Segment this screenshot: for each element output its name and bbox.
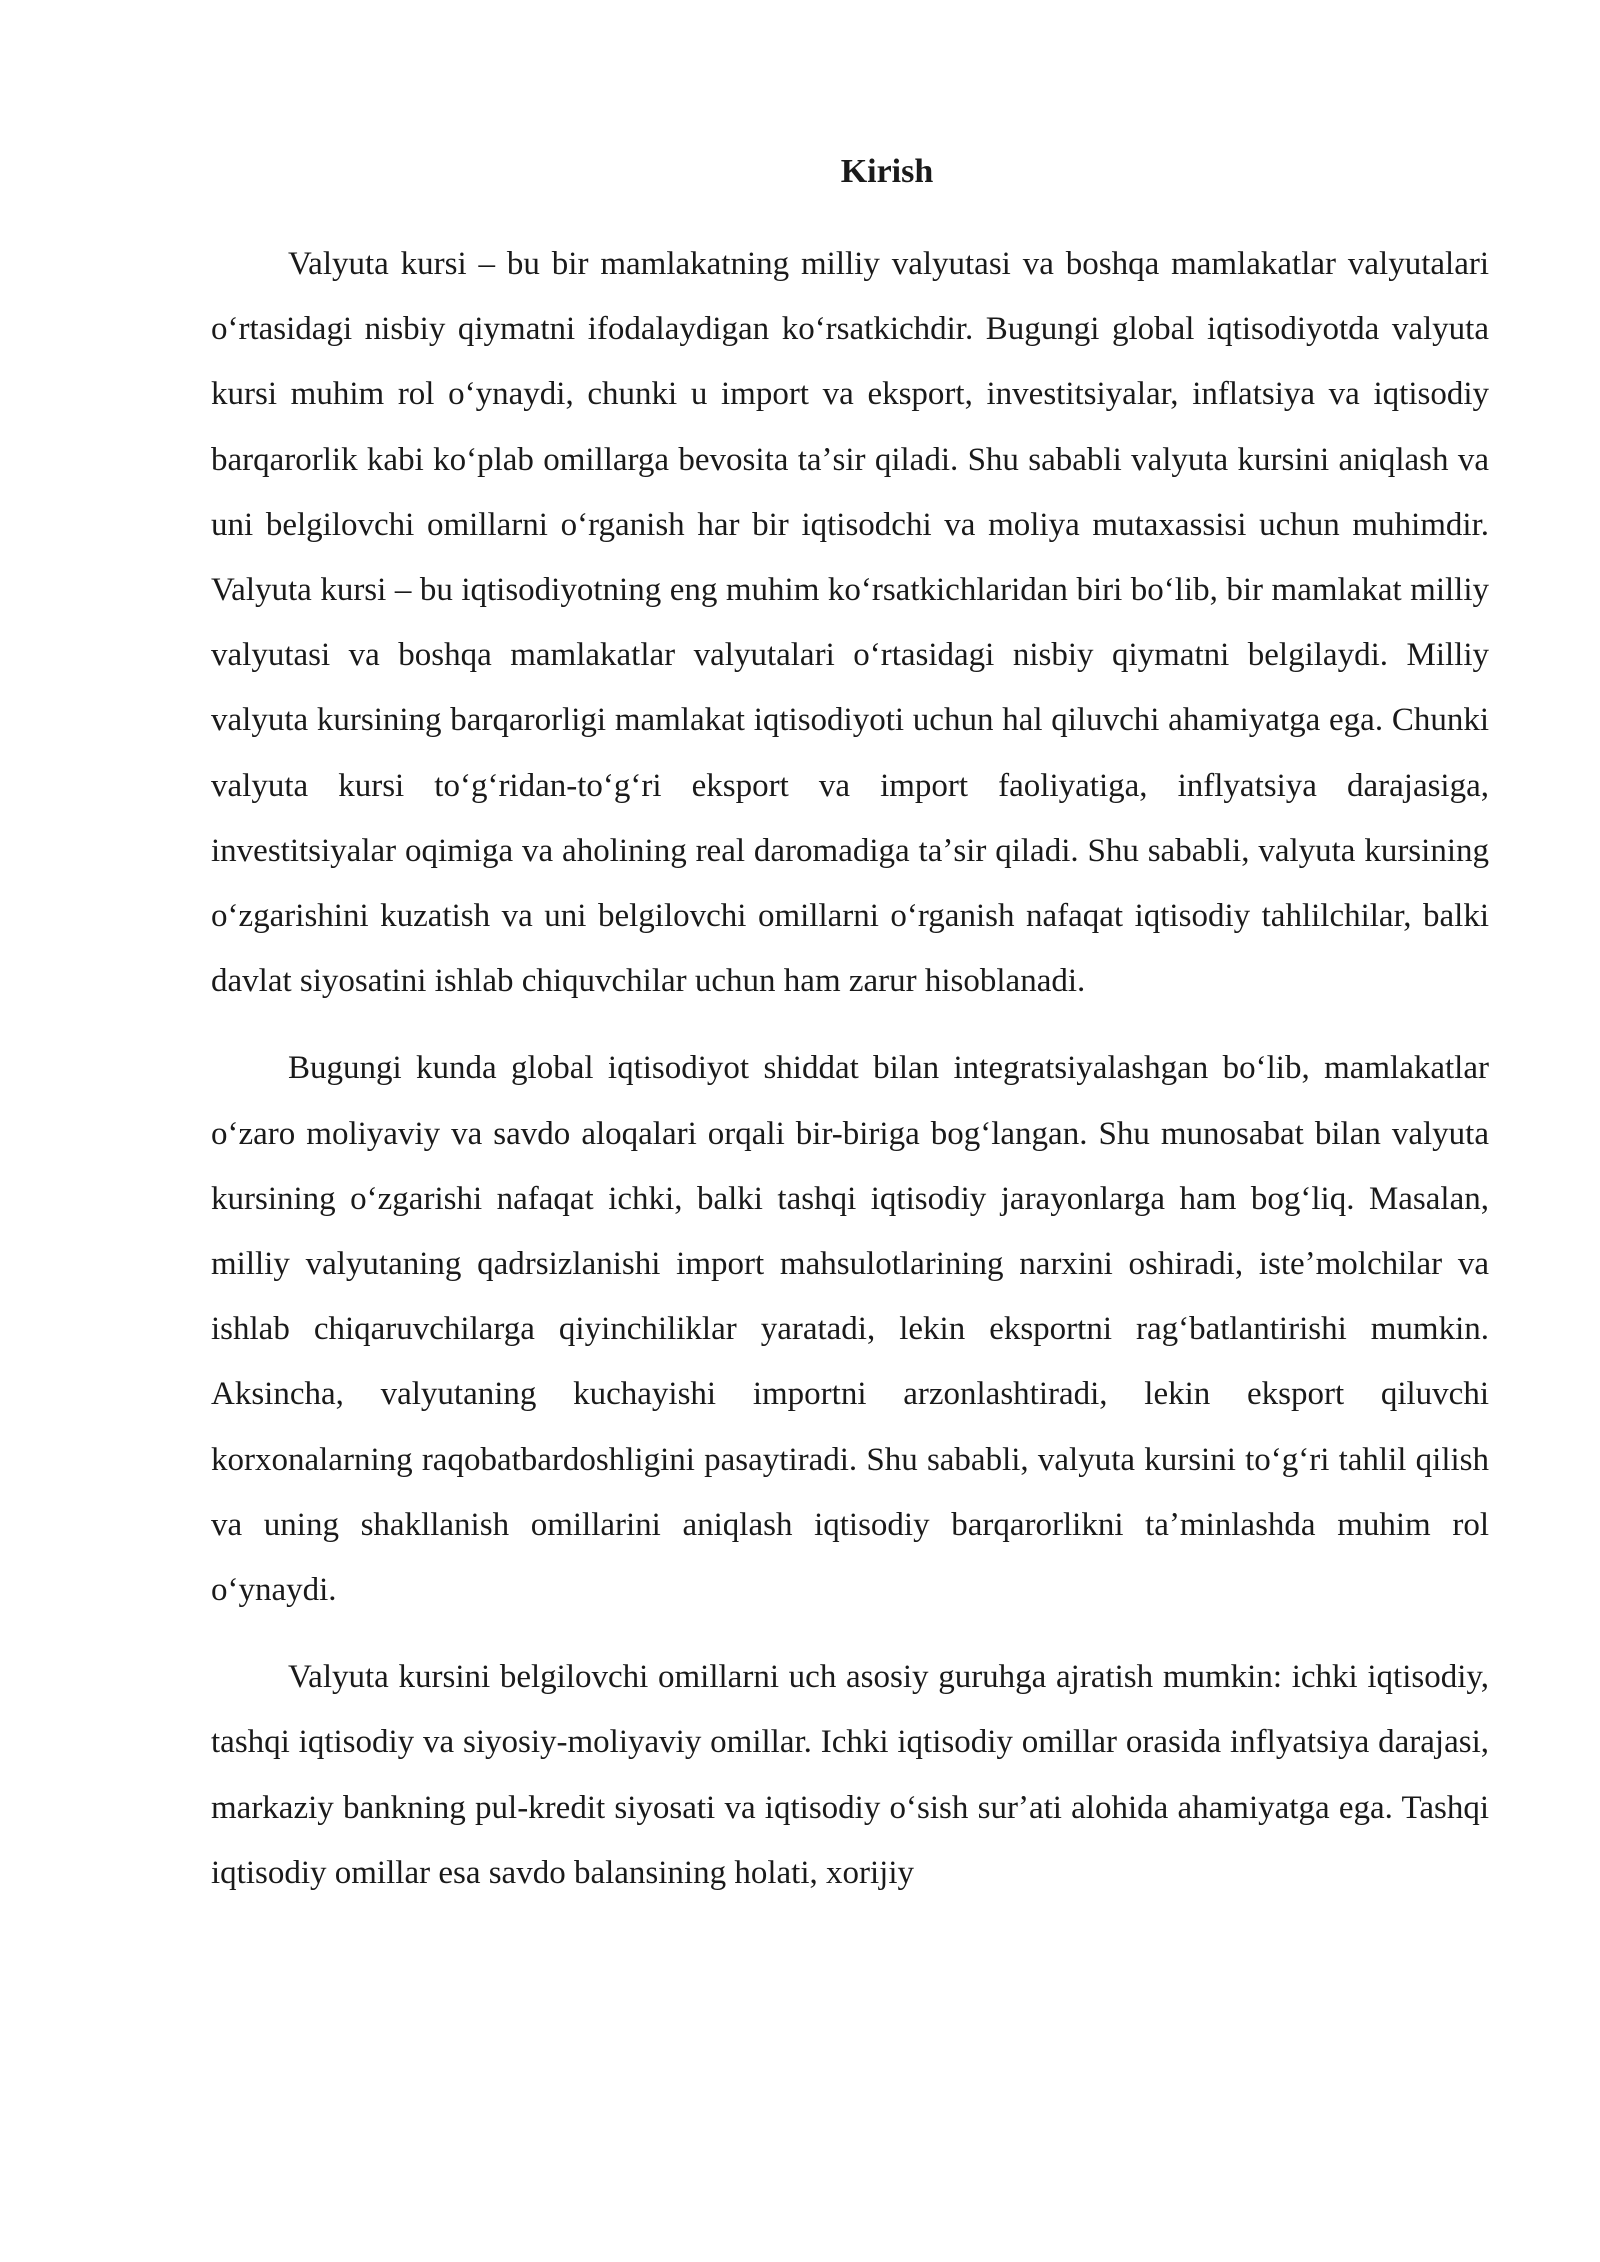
body-text: [211, 232, 1489, 1928]
paragraph-1: Valyuta kursi – bu bir mamlakatning milliy valyutasi va boshqa mamlakatlar valyutalari oʻrtasidagi nisbiy qiymatni ifodalaydigan koʻrsatkichdir. Bugungi global iqtisodiyotda valyuta kursi muhim rol oʻynaydi, chunki u import va eksport, investitsiyalar, inflatsiya va iqtisodiy barqarorlik kabi koʻplab omillarga bevosita taʼsir qiladi. Shu sababli valyuta kursini aniqlash va uni belgilovchi omillarni oʻrganish har bir iqtisodchi va moliya mutaxassisi uchun muhimdir. Valyuta kursi – bu iqtisodiyotning eng muhim koʻrsatkichlaridan biri boʻlib, bir mamlakat milliy valyutasi va boshqa mamlakatlar valyutalari oʻrtasidagi nisbiy qiymatni belgilaydi. Milliy valyuta kursining barqarorligi mamlakat iqtisodiyoti uchun hal qiluvchi ahamiyatga ega. Chunki valyuta kursi toʻgʻridan-toʻgʻri eksport va import faoliyatiga, inflyatsiya darajasiga, investitsiyalar oqimiga va aholining real daromadiga taʼsir qiladi. Shu sababli, valyuta kursining oʻzgarishini kuzatish va uni belgilovchi omillarni oʻrganish nafaqat iqtisodiy tahlilchilar, balki davlat siyosatini ishlab chiquvchilar uchun ham zarur hisoblanadi.: [211, 246, 1489, 1000]
page-title: Kirish: [840, 153, 934, 190]
paragraph-3: Valyuta kursini belgilovchi omillarni uch asosiy guruhga ajratish mumkin: ichki iqtisodiy, tashqi iqtisodiy va siyosiy-moliyaviy omillar. Ichki iqtisodiy omillar orasida inflyatsiya darajasi, markaziy bankning pul-kredit siyosati va iqtisodiy oʻsish surʼati alohida ahamiyatga ega. Tashqi iqtisodiy omillar esa savdo balansining holati, xorijiy: [211, 1659, 1489, 1891]
paragraph-2: Bugungi kunda global iqtisodiyot shiddat bilan integratsiyalashgan boʻlib, mamlakatlar oʻzaro moliyaviy va savdo aloqalari orqali bir-biriga bogʻlangan. Shu munosabat bilan valyuta kursining oʻzgarishi nafaqat ichki, balki tashqi iqtisodiy jarayonlarga ham bogʻliq. Masalan, milliy valyutaning qadrsizlanishi import mahsulotlarining narxini oshiradi, isteʼmolchilar va ishlab chiqaruvchilarga qiyinchiliklar yaratadi, lekin eksportni ragʻbatlantirishi mumkin. Aksincha, valyutaning kuchayishi importni arzonlashtiradi, lekin eksport qiluvchi korxonalarning raqobatbardoshligini pasaytiradi. Shu sababli, valyuta kursini toʻgʻri tahlil qilish va uning shakllanish omillarini aniqlash iqtisodiy barqarorlikni taʼminlashda muhim rol oʻynaydi.: [211, 1050, 1489, 1609]
